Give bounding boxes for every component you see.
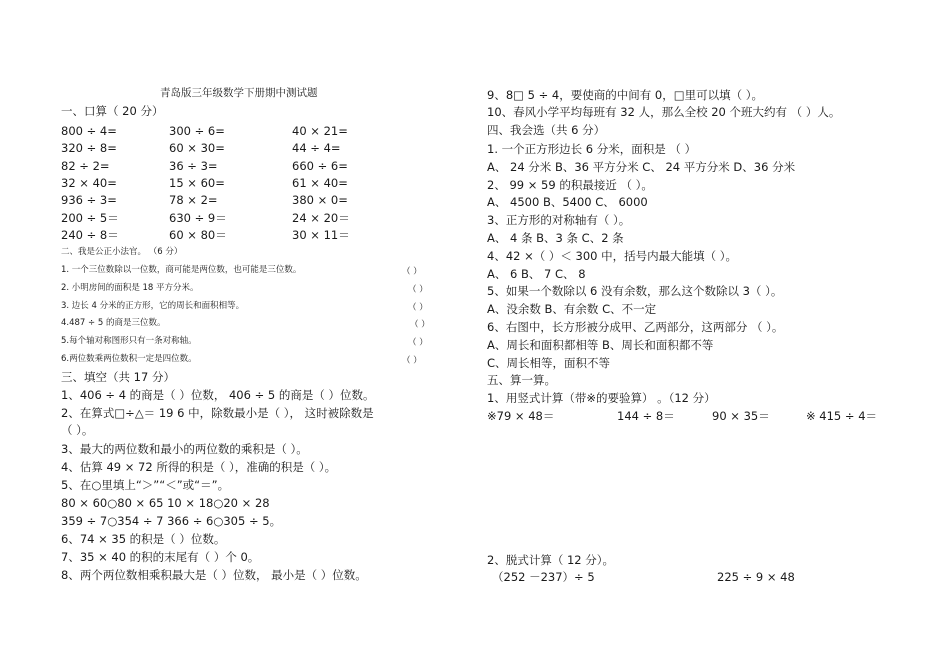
fill-in-item: 1、406 ÷ 4 的商是（ ）位数， 406 ÷ 5 的商是（ ）位数。 <box>61 388 375 402</box>
choice-item: 5、如果一个数除以 6 没有余数，那么这个数除以 3（ ）。 <box>487 284 783 299</box>
oral-item: 300 ÷ 6= <box>169 124 225 138</box>
oral-item: 320 ÷ 8= <box>61 141 117 156</box>
vertical-calc-item: ※79 × 48＝ <box>487 409 555 423</box>
page-title: 青岛版三年级数学下册期中测试题 <box>160 87 318 99</box>
oral-item: 32 × 40= <box>61 175 117 190</box>
section-heading-oral-arithmetic: 一、口算（ 20 分） <box>61 104 164 118</box>
oral-item: 660 ÷ 6= <box>292 158 348 173</box>
choice-item: A、 6 B、 7 C、 8 <box>487 266 586 281</box>
off-calc-heading: 2、脱式计算（ 12 分）。 <box>487 553 615 567</box>
fill-in-item: 80 × 60○80 × 65 10 × 18○20 × 28 <box>61 496 270 510</box>
off-calc-item: 225 ÷ 9 × 48 <box>717 570 795 584</box>
vertical-calc-item: 144 ÷ 8＝ <box>617 409 675 423</box>
fill-in-item: 7、35 × 40 的积的末尾有（ ）个 0。 <box>61 550 260 564</box>
judge-statement: 3. 边长 4 分米的正方形，它的周长和面积相等。 <box>61 300 245 311</box>
fill-in-item: 5、在○里填上“＞”“＜”或“＝”。 <box>61 478 230 492</box>
fill-in-item: 359 ÷ 7○354 ÷ 7 366 ÷ 6○305 ÷ 5。 <box>61 514 282 528</box>
oral-item: 630 ÷ 9＝ <box>169 210 227 225</box>
oral-item: 30 × 11＝ <box>292 227 350 242</box>
oral-item: 44 ÷ 4= <box>292 141 341 156</box>
choice-item: 6、右图中，长方形被分成甲、乙两部分，这两部分 （ ）。 <box>487 320 784 334</box>
fill-in-item: 2、在算式□÷△＝ 19 6 中，除数最小是（ ）， 这时被除数是 <box>61 406 374 420</box>
judge-statement: 4.487 ÷ 5 的商是三位数。 <box>61 318 166 329</box>
vertical-calc-item: 90 × 35＝ <box>712 409 770 423</box>
oral-item: 61 × 40= <box>292 175 348 190</box>
oral-item: 24 × 20＝ <box>292 210 350 225</box>
judge-statement: 1. 一个三位数除以一位数，商可能是两位数，也可能是三位数。 <box>61 265 302 275</box>
oral-item: 200 ÷ 5＝ <box>61 210 119 225</box>
oral-item: 60 × 80＝ <box>169 227 227 242</box>
fill-in-item: 10、春风小学平均每班有 32 人，那么全校 20 个班大约有 （ ）人。 <box>487 105 841 119</box>
oral-item: 82 ÷ 2= <box>61 158 110 173</box>
fill-in-item: 9、8□ 5 ÷ 4，要使商的中间有 0，□里可以填（ ）。 <box>487 88 763 102</box>
judge-statement: 5.每个轴对称图形只有一条对称轴。 <box>61 336 197 347</box>
choice-item: C、周长相等，面积不等 <box>487 355 611 370</box>
oral-item: 936 ÷ 3= <box>61 193 117 208</box>
oral-item: 36 ÷ 3= <box>169 158 218 173</box>
section-heading-fill-in: 三、填空（共 17 分） <box>61 370 175 384</box>
section-heading-calculate: 五、算一算。 <box>487 373 556 387</box>
judge-statement: 6.两位数乘两位数积一定是四位数。 <box>61 354 197 364</box>
judge-answer-paren: （ ） <box>408 302 428 313</box>
choice-item: A、 4500 B、5400 C、 6000 <box>487 195 648 210</box>
oral-item: 60 × 30= <box>169 141 225 156</box>
off-calc-item: （252 －237）÷ 5 <box>492 570 595 584</box>
fill-in-item: 3、最大的两位数和最小的两位数的乘积是（ ）。 <box>61 442 308 456</box>
fill-in-item: （ ）。 <box>61 423 94 437</box>
oral-item: 380 × 0= <box>292 193 348 208</box>
oral-item: 15 × 60= <box>169 175 225 190</box>
choice-item: 3、正方形的对称轴有（ ）。 <box>487 213 631 228</box>
choice-item: A、周长和面积都相等 B、周长和面积都不等 <box>487 337 714 352</box>
section-heading-judge: 二、我是公正小法官。 （6 分） <box>61 247 183 257</box>
choice-item: 2、 99 × 59 的积最接近 （ ）。 <box>487 177 653 192</box>
judge-statement: 2. 小明房间的面积是 18 平方分米。 <box>61 282 199 293</box>
oral-item: 800 ÷ 4= <box>61 124 117 138</box>
fill-in-item: 8、两个两位数相乘积最大是（ ）位数， 最小是（ ）位数。 <box>61 568 367 582</box>
choice-item: A、 4 条 B、3 条 C、2 条 <box>487 231 624 245</box>
judge-answer-paren: （ ） <box>402 267 422 277</box>
fill-in-item: 4、估算 49 × 72 所得的积是（ ），准确的积是（ ）。 <box>61 460 337 474</box>
vertical-calc-item: ※ 415 ÷ 4＝ <box>806 409 878 423</box>
choice-item: 1. 一个正方形边长 6 分米，面积是 （ ） <box>487 142 697 156</box>
judge-answer-paren: （ ） <box>410 320 430 331</box>
judge-answer-paren: （ ） <box>408 338 428 349</box>
choice-item: 4、42 ×（ ）＜ 300 中，括号内最大能填（ ）。 <box>487 248 738 263</box>
fill-in-item: 6、74 × 35 的积是（ ）位数。 <box>61 532 226 546</box>
oral-item: 78 × 2= <box>169 193 218 208</box>
section-heading-choice: 四、我会选（共 6 分） <box>487 123 606 137</box>
oral-item: 40 × 21= <box>292 124 348 138</box>
choice-item: A、没余数 B、有余数 C、不一定 <box>487 302 657 317</box>
judge-answer-paren: （ ） <box>402 356 422 366</box>
judge-answer-paren: （ ） <box>408 284 428 295</box>
oral-item: 240 ÷ 8＝ <box>61 227 119 242</box>
choice-item: A、 24 分米 B、36 平方分米 C、 24 平方分米 D、36 分米 <box>487 159 796 174</box>
vertical-calc-heading: 1、用竖式计算（带※的要验算） 。（12 分） <box>487 391 716 405</box>
